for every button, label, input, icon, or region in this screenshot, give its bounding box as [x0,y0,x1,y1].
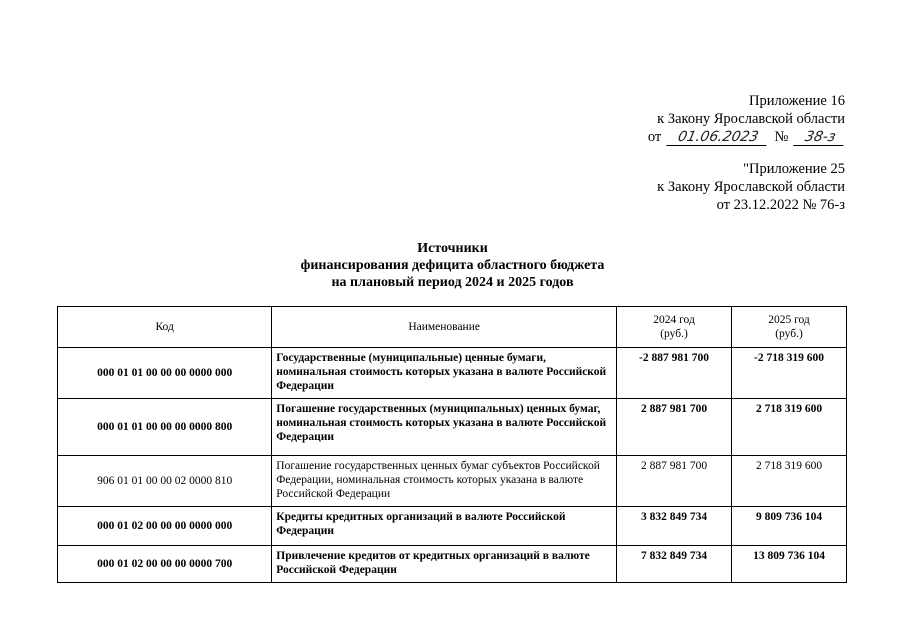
row-2024: 3 832 849 734 [617,507,732,546]
document-title [200,240,705,291]
table-row [58,546,847,583]
title-line-1: Источники [417,241,488,256]
row-2024: 2 887 981 700 [617,456,732,507]
table-row [58,399,847,456]
from-prefix: от [647,129,662,145]
handwritten-number: 38-з [793,130,846,146]
table-header-row [58,307,847,348]
row-name: Привлечение кредитов от кредитных организаций в валюте Российской Федерации [272,546,617,583]
appendix-header [585,92,845,214]
row-code: 906 01 01 00 00 02 0000 810 [58,456,272,507]
row-2024: 7 832 849 734 [617,546,732,583]
header-name: Наименование [272,307,617,348]
row-name: Погашение государственных (муниципальных) ценных бумаг, номинальная стоимость которых указана в валюте Российской Федерации [272,399,617,456]
number-prefix: № [774,129,789,145]
financing-sources-table [57,306,847,583]
row-2025: -2 718 319 600 [732,348,847,399]
header-2024: 2024 год (руб.) [617,307,732,348]
row-2025: 2 718 319 600 [732,399,847,456]
row-code: 000 01 01 00 00 00 0000 800 [58,399,272,456]
row-2025: 9 809 736 104 [732,507,847,546]
row-name: Погашение государственных ценных бумаг субъектов Российской Федерации, номинальная стоимость которых указана в валюте Российской Федерации [272,456,617,507]
row-code: 000 01 01 00 00 00 0000 000 [58,348,272,399]
title-line-3: на плановый период 2024 и 2025 годов [331,275,574,290]
row-code: 000 01 02 00 00 00 0000 000 [58,507,272,546]
row-2024: -2 887 981 700 [617,348,732,399]
table-row [58,348,847,399]
prev-law-label: к Закону Ярославской области [657,179,845,195]
prev-law-date: от 23.12.2022 № 76-з [716,197,845,213]
row-2024: 2 887 981 700 [617,399,732,456]
row-name: Кредиты кредитных организаций в валюте Российской Федерации [272,507,617,546]
header-code: Код [58,307,272,348]
row-2025: 13 809 736 104 [732,546,847,583]
title-line-2: финансирования дефицита областного бюджета [300,258,605,273]
table-row [58,507,847,546]
row-code: 000 01 02 00 00 00 0000 700 [58,546,272,583]
prev-appendix-label: "Приложение 25 [743,161,845,177]
law-label: к Закону Ярославской области [657,111,845,127]
header-2025: 2025 год (руб.) [732,307,847,348]
appendix-label: Приложение 16 [749,93,845,109]
handwritten-date: 01.06.2023 [666,130,769,146]
row-name: Государственные (муниципальные) ценные бумаги, номинальная стоимость которых указана в валюте Российской Федерации [272,348,617,399]
law-date-line [585,128,845,146]
row-2025: 2 718 319 600 [732,456,847,507]
table-row [58,456,847,507]
